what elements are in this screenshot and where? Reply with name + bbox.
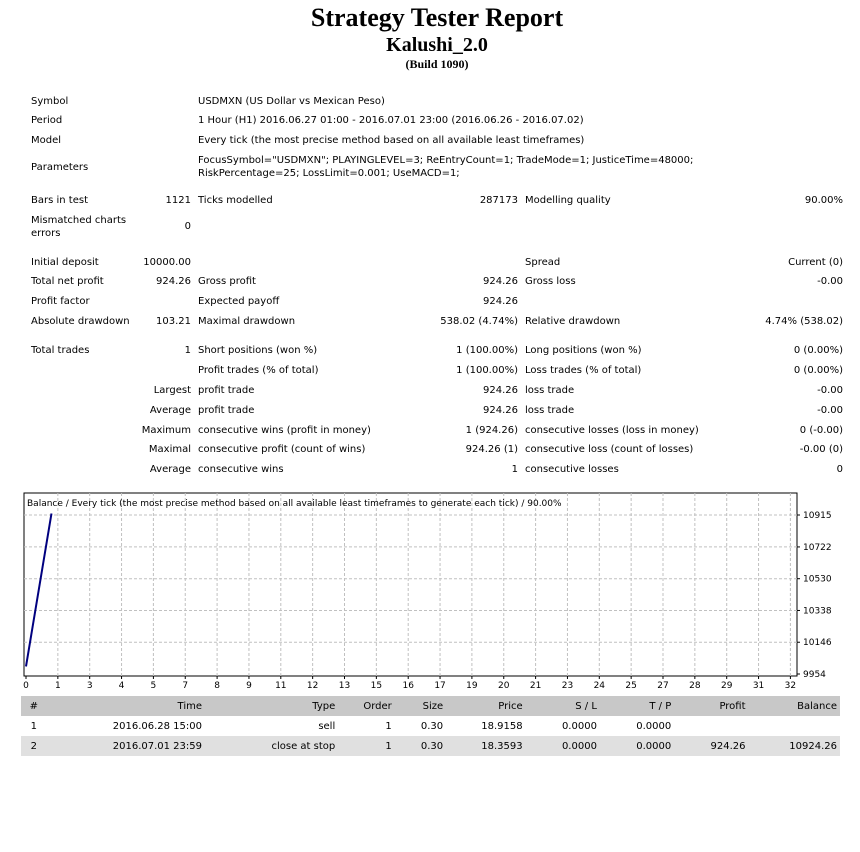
average-consec-label: Average	[149, 464, 191, 475]
x-tick-label: 4	[118, 681, 125, 690]
average-consec-wins-value: 1	[511, 464, 518, 475]
maximum-wins-value: 1 (924.26)	[465, 425, 518, 436]
profit-trades-label: Profit trades (% of total)	[198, 365, 319, 376]
table-cell: sell	[318, 720, 336, 732]
deals-header-cell: S / L	[526, 696, 600, 716]
maximal-drawdown-label: Maximal drawdown	[198, 316, 296, 327]
y-tick-label: 10915	[803, 511, 832, 521]
gross-profit-label: Gross profit	[198, 276, 256, 287]
x-tick-label: 29	[720, 681, 733, 690]
deals-header-cell: Price	[446, 696, 526, 716]
deals-header-cell: T / P	[600, 696, 674, 716]
profit-factor-label: Profit factor	[31, 296, 90, 307]
parameters-value: FocusSymbol="USDMXN"; PLAYINGLEVEL=3; ReEntryCount=1; TradeMode=1; JusticeTime=48000; RiskPercentage=25; LossLimit=0.001; UseMACD=1;	[198, 155, 694, 179]
table-cell: 1	[385, 720, 392, 732]
x-tick-label: 15	[370, 681, 383, 690]
mismatch-value: 0	[184, 221, 191, 232]
short-positions-value: 1 (100.00%)	[456, 345, 518, 356]
deals-header-cell: Size	[395, 696, 446, 716]
relative-drawdown-value: 4.74% (538.02)	[765, 316, 843, 327]
maximal-losses-label: consecutive loss (count of losses)	[525, 444, 694, 455]
parameters-label: Parameters	[31, 162, 89, 173]
x-tick-label: 12	[306, 681, 319, 690]
average-consec-losses-label: consecutive losses	[525, 464, 619, 475]
y-tick-label: 10722	[803, 542, 832, 553]
initial-deposit-value: 10000.00	[143, 257, 191, 268]
x-tick-label: 21	[529, 681, 542, 690]
x-tick-label: 19	[466, 681, 478, 690]
expert-name: Kalushi_2.0	[386, 34, 488, 56]
table-cell: 0.0000	[526, 736, 600, 756]
deals-header-cell: Type	[205, 696, 338, 716]
largest-profit-label: profit trade	[198, 385, 255, 396]
table-row	[21, 736, 840, 756]
expected-payoff-value: 924.26	[483, 296, 518, 307]
deals-header-cell: Balance	[749, 696, 840, 716]
gross-loss-label: Gross loss	[525, 276, 576, 287]
maximum-losses-value: 0 (-0.00)	[799, 425, 843, 436]
x-tick-label: 8	[214, 681, 220, 690]
total-trades-label: Total trades	[31, 345, 90, 356]
table-cell: 0.30	[420, 720, 444, 732]
period-value: 1 Hour (H1) 2016.06.27 01:00 - 2016.07.01 23:00 (2016.06.26 - 2016.07.02)	[198, 115, 584, 126]
table-cell	[749, 716, 840, 736]
chart-y-ticks	[797, 511, 832, 680]
chart-title: Balance / Every tick (the most precise method based on all available least timeframes to generate each tick) / 90.00%	[27, 499, 562, 509]
average-consec-wins-label: consecutive wins	[198, 464, 284, 475]
x-tick-label: 0	[23, 681, 29, 690]
y-tick-label: 10338	[803, 606, 832, 617]
chart-x-ticks	[23, 676, 796, 690]
absolute-drawdown-value: 103.21	[156, 316, 191, 327]
quality-value: 90.00%	[804, 195, 843, 206]
x-tick-label: 13	[338, 681, 351, 690]
x-tick-label: 20	[498, 681, 510, 690]
report-title: Strategy Tester Report	[310, 3, 564, 32]
deals-header-cell: Order	[338, 696, 395, 716]
table-cell: 0.0000	[561, 720, 597, 732]
average-profit-label: profit trade	[198, 405, 255, 416]
table-cell: 0.0000	[600, 736, 674, 756]
gross-profit-value: 924.26	[483, 276, 518, 287]
model-label: Model	[31, 135, 62, 146]
long-positions-value: 0 (0.00%)	[793, 345, 843, 356]
long-positions-label: Long positions (won %)	[525, 345, 642, 356]
x-tick-label: 17	[434, 681, 446, 690]
x-tick-label: 3	[86, 681, 93, 690]
deals-header-cell: #	[21, 696, 47, 716]
total-trades-value: 1	[184, 345, 191, 356]
x-tick-label: 23	[561, 681, 574, 690]
table-row	[21, 716, 840, 736]
balance-chart	[0, 490, 860, 690]
x-tick-label: 24	[593, 681, 606, 690]
deals-header-cell: Time	[47, 696, 205, 716]
average-profit-value: 924.26	[483, 405, 518, 416]
bars-label: Bars in test	[31, 195, 88, 206]
x-tick-label: 25	[625, 681, 637, 690]
expected-payoff-label: Expected payoff	[198, 296, 280, 307]
x-tick-label: 16	[402, 681, 414, 690]
table-cell: close at stop	[205, 736, 338, 756]
x-tick-label: 7	[182, 681, 189, 690]
largest-profit-value: 924.26	[483, 385, 518, 396]
table-cell	[674, 716, 748, 736]
y-tick-label: 9954	[803, 670, 826, 680]
maximum-wins-label: consecutive wins (profit in money)	[198, 425, 371, 436]
initial-deposit-label: Initial deposit	[31, 257, 99, 268]
x-tick-label: 31	[752, 681, 765, 690]
x-tick-label: 9	[246, 681, 252, 690]
average-label: Average	[149, 405, 191, 416]
maximal-wins-value: 924.26 (1)	[465, 444, 518, 455]
bars-value: 1121	[165, 195, 191, 206]
deals-header-cell: Profit	[674, 696, 748, 716]
largest-loss-label: loss trade	[525, 385, 575, 396]
short-positions-label: Short positions (won %)	[198, 345, 318, 356]
x-tick-label: 32	[784, 681, 797, 690]
spread-label: Spread	[525, 257, 561, 268]
table-cell: 18.3593	[446, 736, 526, 756]
symbol-value: USDMXN (US Dollar vs Mexican Peso)	[198, 96, 385, 107]
average-consec-losses-value: 0	[836, 464, 843, 475]
table-cell: 0.0000	[636, 720, 672, 732]
total-net-profit-label: Total net profit	[31, 276, 104, 287]
absolute-drawdown-label: Absolute drawdown	[31, 316, 130, 327]
loss-trades-label: Loss trades (% of total)	[525, 365, 642, 376]
x-tick-label: 5	[150, 681, 157, 690]
table-cell: 2016.06.28 15:00	[112, 720, 203, 732]
gross-loss-value: -0.00	[817, 276, 843, 287]
y-tick-label: 10146	[803, 638, 832, 649]
relative-drawdown-label: Relative drawdown	[525, 316, 621, 327]
total-net-profit-value: 924.26	[156, 276, 191, 287]
chart-plot-area	[24, 493, 797, 676]
x-tick-label: 28	[689, 681, 701, 690]
maximum-label: Maximum	[141, 425, 191, 436]
largest-label: Largest	[153, 385, 191, 396]
y-tick-label: 10530	[803, 574, 832, 585]
x-tick-label: 1	[54, 681, 61, 690]
deals-header-row	[21, 696, 840, 716]
period-label: Period	[31, 115, 63, 126]
table-cell: 0.30	[395, 736, 446, 756]
x-tick-label: 27	[657, 681, 669, 690]
table-cell: 1	[30, 720, 38, 732]
ticks-value: 287173	[479, 195, 518, 206]
table-cell: 18.9158	[481, 720, 523, 732]
spread-value: Current (0)	[788, 257, 843, 268]
model-value: Every tick (the most precise method based on all available least timeframes)	[198, 135, 585, 146]
table-cell: 924.26	[674, 736, 748, 756]
table-cell: 2016.07.01 23:59	[47, 736, 205, 756]
maximal-drawdown-value: 538.02 (4.74%)	[440, 316, 518, 327]
maximal-wins-label: consecutive profit (count of wins)	[198, 444, 366, 455]
average-loss-label: loss trade	[525, 405, 575, 416]
maximal-losses-value: -0.00 (0)	[799, 444, 843, 455]
symbol-label: Symbol	[31, 96, 69, 107]
largest-loss-value: -0.00	[817, 385, 843, 396]
table-cell: 2	[21, 736, 47, 756]
mismatch-label: Mismatched charts errors	[31, 215, 127, 239]
profit-trades-value: 1 (100.00%)	[456, 365, 518, 376]
table-cell: 1	[338, 736, 395, 756]
maximal-label: Maximal	[148, 444, 191, 455]
ticks-label: Ticks modelled	[198, 195, 273, 206]
x-tick-label: 11	[275, 681, 287, 690]
loss-trades-value: 0 (0.00%)	[793, 365, 843, 376]
build-number: (Build 1090)	[405, 57, 469, 71]
table-cell: 10924.26	[749, 736, 840, 756]
quality-label: Modelling quality	[525, 195, 611, 206]
average-loss-value: -0.00	[817, 405, 843, 416]
deals-table	[21, 696, 840, 756]
maximum-losses-label: consecutive losses (loss in money)	[525, 425, 699, 436]
